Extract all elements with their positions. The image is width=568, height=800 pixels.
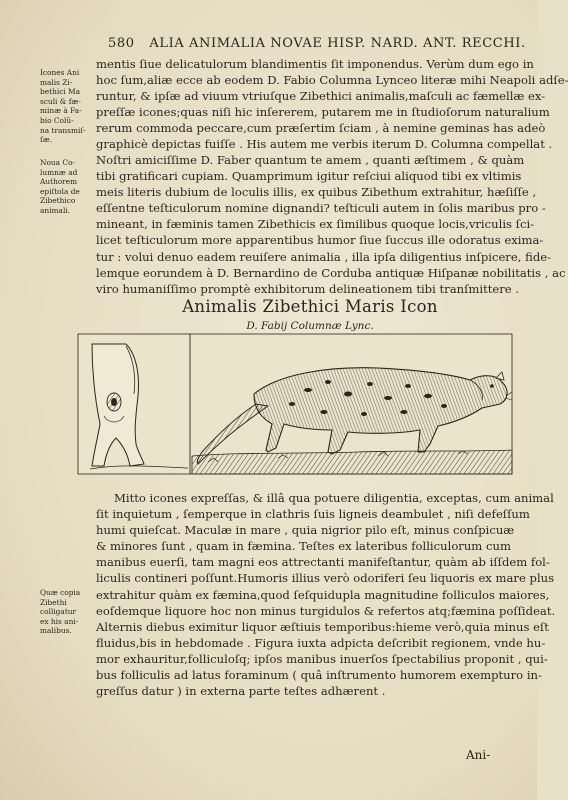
text-line: licet teſticulorum more apparentibus humor ſiue ſuccus ille odoratus exima- bbox=[96, 233, 544, 248]
text-line: mor exhauritur,folliculoſq; ipſos manibus inuerſos ſpectabilius proponit , qui- bbox=[96, 651, 548, 666]
margin-note-icones bbox=[40, 68, 94, 145]
margin-note-line: Zibethi bbox=[40, 597, 67, 607]
margin-note-line: Noua Co- bbox=[40, 158, 76, 167]
margin-note-line: lumnæ ad bbox=[40, 167, 78, 177]
figure-title: Animalis Zibethici Maris Icon bbox=[182, 297, 438, 316]
catchword: Ani- bbox=[466, 748, 491, 762]
text-line: lemque eorundem à D. Bernardino de Corduba antiquæ Hiſpanæ nobilitatis , ac bbox=[96, 265, 566, 280]
text-line: eoſdemque liquore hoc non minus turgidulos & refertos atq;fæmina poſſideat. bbox=[96, 603, 556, 618]
ground-terrain bbox=[192, 450, 512, 474]
text-line: tur : volui denuo eadem reuiſere animalia , illa ipſa diligentius inſpicere, fide- bbox=[96, 249, 552, 264]
text-line: & minores ſunt , quam in fæmina. Teſtes ex lateribus folliculorum cum bbox=[96, 539, 511, 554]
paragraph-2 bbox=[96, 152, 566, 297]
civet-woodcut-illustration bbox=[78, 334, 512, 474]
margin-note-line: epiſtola de bbox=[40, 186, 80, 196]
text-line: tibi gratificari cupiam. Quamprimum igitur reſciui aliquod tibi ex vltimis bbox=[96, 169, 522, 184]
figure-subtitle: D. Fabij Columnæ Lync. bbox=[246, 320, 374, 332]
text-line: graphicè depictas fuiſſe . His autem me verbis iterum D. Columna compellat . bbox=[96, 137, 553, 152]
margin-note-line: Zibethico bbox=[40, 196, 76, 206]
margin-note-line: na transmiſ- bbox=[40, 125, 86, 135]
text-line: hoc ſum,aliæ ecce ab eodem D. Fabio Columna Lynceo literæ mihi Neapoli adſe- bbox=[96, 73, 568, 88]
margin-note-line: Authorem bbox=[40, 177, 78, 187]
text-line: Noſtri amiciſſime D. Faber quantum te amem , quanti æſtimem , & quàm bbox=[96, 153, 525, 167]
margin-note-line: bethici Ma bbox=[40, 87, 81, 97]
text-line: ſit inquietum , ſemperque in clathris ſuis ligneis deambulet , niſi defeſſum bbox=[96, 507, 530, 522]
margin-note-line: bio Colũ- bbox=[40, 115, 74, 125]
page-number: 580 bbox=[108, 36, 135, 51]
margin-note-line: minæ à Fa- bbox=[40, 106, 82, 116]
margin-note-line: malis Zi- bbox=[40, 77, 73, 87]
margin-note-line: Quæ copia bbox=[40, 588, 81, 597]
text-line: Alternis diebus eximitur liquor æſtiuis temporibus:hieme verò,quia minus eſt bbox=[96, 619, 549, 634]
running-title: ALIA ANIMALIA NOVAE HISP. NARD. ANT. RECCHI. bbox=[149, 36, 526, 51]
page-header bbox=[108, 36, 528, 51]
margin-note-line: colligatur bbox=[40, 607, 77, 617]
margin-note-line: sculi & fæ- bbox=[40, 96, 81, 106]
text-line: extrahitur quàm ex fæmina,quod ſeſquidupla magnitudine folliculos maiores, bbox=[96, 587, 550, 602]
text-line: rerum commoda peccare,cum præſertim ſciam , à nemine geminas has adeò bbox=[96, 121, 546, 136]
text-line: manibus euerſi, tam magni eos attrectanti manifeſtantur, quàm ab iſſdem fol- bbox=[96, 555, 550, 570]
text-line: bus folliculis ad latus foraminum ( quâ inſtrumento humorem exempturo in- bbox=[96, 668, 542, 683]
margin-note-line: malibus. bbox=[40, 626, 72, 636]
text-line: runtur, & ipſæ ad viuum vtriuſque Zibethici animalis,maſculi ac fæmellæ ex- bbox=[96, 89, 546, 104]
text-line: eſſentne teſticulorum nomine dignandi? teſticuli autem in ſolis maribus pro - bbox=[96, 201, 546, 216]
text-line: Mitto icones expreſſas, & illâ qua potuere diligentia, exceptas, cum animal bbox=[114, 491, 554, 505]
text-line: mineant, in fæminis tamen Zibethicis ex ſimilibus quoque locis,vriculis ſci- bbox=[96, 217, 535, 232]
margin-note-line: ex his ani- bbox=[40, 616, 79, 626]
margin-note-line: ſæ. bbox=[40, 135, 53, 145]
margin-note-epistola bbox=[40, 158, 94, 216]
margin-note-line: animali. bbox=[40, 205, 71, 215]
paragraph-1 bbox=[96, 56, 568, 153]
text-line: mentis ſiue delicatulorum blandimentis ſit imponendus. Verùm dum ego in bbox=[96, 57, 534, 71]
text-line: liculis contineri poſſunt.Humoris illius verò odoriferi ſeu liquoris ex mare plus bbox=[96, 571, 555, 586]
paragraph-3 bbox=[96, 490, 556, 699]
text-line: greſſus datur ) in externa parte teſtes adhærent . bbox=[96, 684, 386, 699]
margin-note-copia bbox=[40, 588, 94, 636]
text-line: viro humaniſſimo promptè exhibitorum delineationem tibi tranſmittere . bbox=[96, 281, 520, 296]
margin-note-line: Icones Ani bbox=[40, 68, 80, 77]
text-line: preſſæ icones;quas niſi hic inſererem, putarem me in ſtudioſorum naturalium bbox=[96, 105, 550, 120]
text-line: meis literis dubium de loculis illis, ex quibus Zibethum extrahitur, hæſiſſe , bbox=[96, 185, 537, 200]
text-line: humi quieſcat. Maculæ in mare , quia nigrior pilo eſt, minus conſpicuæ bbox=[96, 523, 515, 538]
text-line: fluidus,bis in hebdomade . Figura iuxta adpicta deſcribit regionem, vnde hu- bbox=[96, 635, 546, 650]
